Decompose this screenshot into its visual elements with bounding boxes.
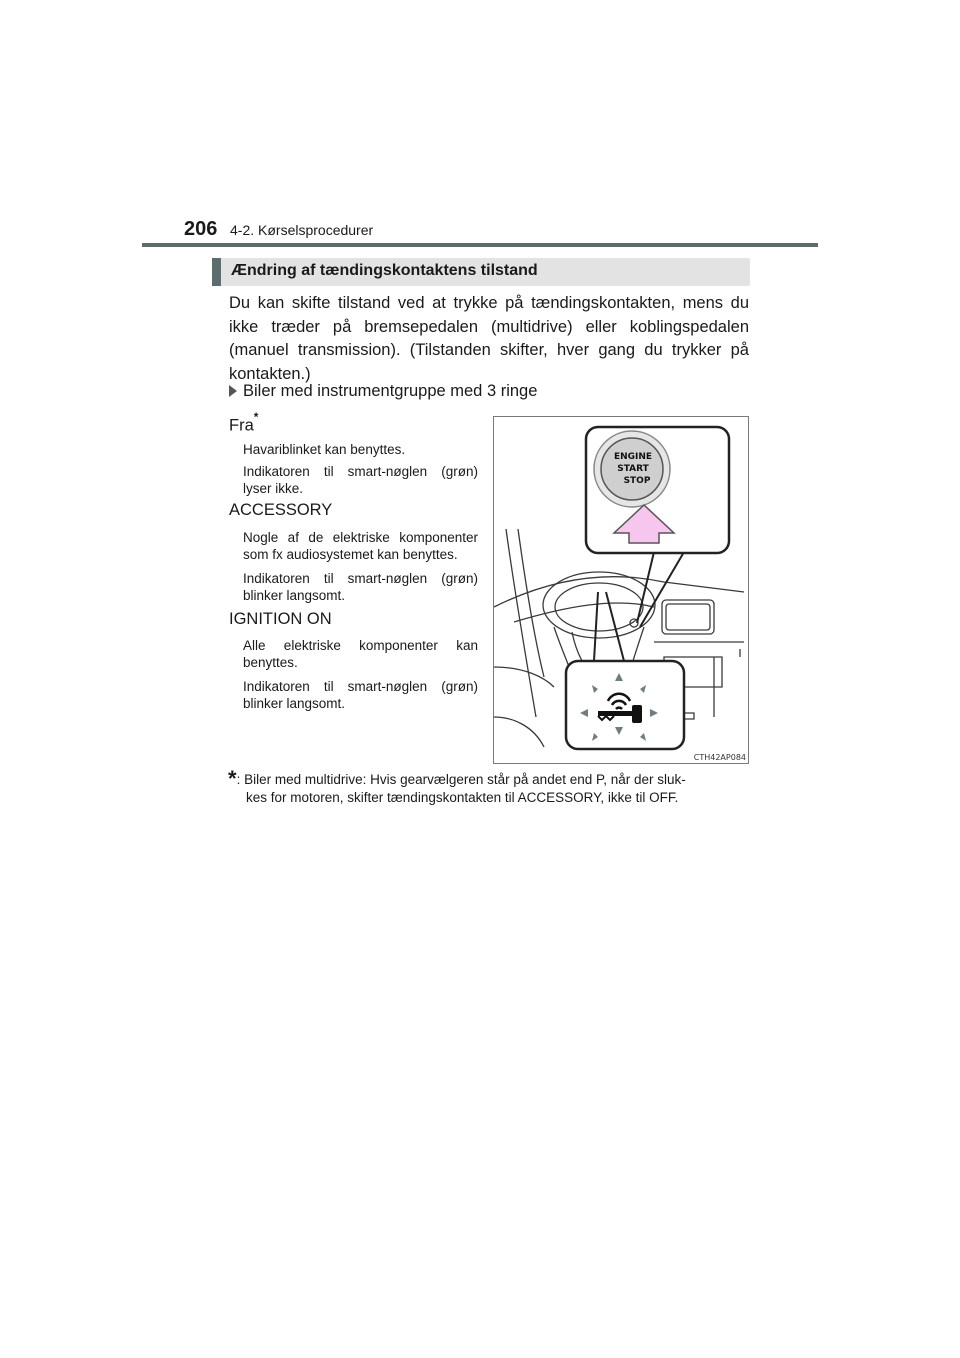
page-number: 206 [184,218,218,240]
dashboard-illustration [493,416,749,764]
footnote-marker: * [228,766,237,791]
subheading [229,382,537,401]
subheading-text: Biler med instrumentgruppe med 3 ringe [243,382,538,400]
mode-label-off [229,410,259,436]
footnote-line-1: : Biler med multidrive: Hvis gearvælgeren står på andet end P, når der sluk- [236,772,686,787]
mode-label-accessory: ACCESSORY [229,501,333,519]
mode-ignition-desc-1: Alle elektriske komponenter kan benyttes. [243,638,478,670]
engine-button-text-1: ENGINE [613,452,653,462]
intro-paragraph: Du kan skifte tilstand ved at trykke på tændingskontakten, mens du ikke træder på bremsepedalen (multidrive) eller koblingspedalen (manuel transmission). (Tilstanden skifter, hver gang du trykker på kontakten.) [229,294,749,384]
mode-accessory-desc-1: Nogle af de elektriske komponenter som fx audiosystemet kan benyttes. [243,530,478,562]
mode-off-desc-1: Havariblinket kan benyttes. [243,442,406,457]
footnote [228,768,753,807]
section-reference: 4-2. Kørselsprocedurer [230,222,374,238]
triangle-bullet-icon [229,385,237,397]
heading-accent-bar [212,258,221,286]
section-heading-text: Ændring af tændingskontaktens tilstand [231,262,538,279]
engine-button-text-3: STOP [623,476,651,486]
dashboard-drawing [494,417,749,764]
engine-button-text-2: START [617,464,649,474]
mode-label-ignition-on: IGNITION ON [229,610,332,628]
header-divider [142,243,818,247]
illustration-code: CTH42AP084 [693,753,746,762]
mode-accessory-desc-2: Indikatoren til smart-nøglen (grøn) blinker langsomt. [243,571,478,603]
section-heading [212,258,750,286]
mode-ignition-desc-2: Indikatoren til smart-nøglen (grøn) blinker langsomt. [243,679,478,711]
asterisk-marker: * [253,410,259,424]
mode-off-desc-2: Indikatoren til smart-nøglen (grøn) lyser ikke. [243,464,478,496]
footnote-line-2: kes for motoren, skifter tændingskontakten til ACCESSORY, ikke til OFF. [246,790,679,805]
mode-label-off-text: Fra [229,416,254,435]
